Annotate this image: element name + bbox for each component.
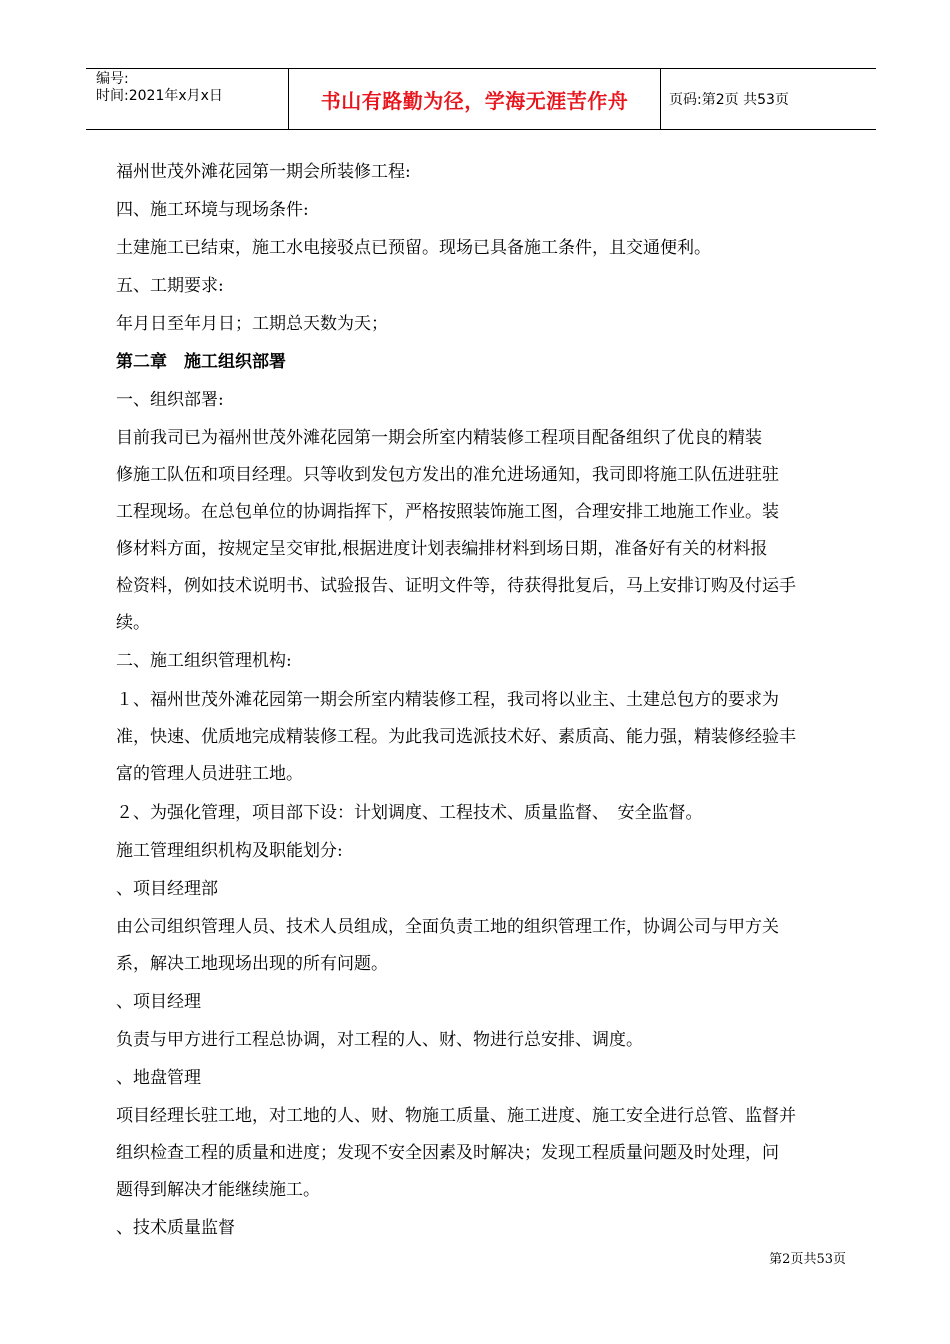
text-line: １、福州世茂外滩花园第一期会所室内精装修工程，我司将以业主、土建总包方的要求为: [116, 690, 779, 710]
page-footer: 第2页共53页: [769, 1252, 846, 1267]
text-line: 组织检查工程的质量和进度；发现不安全因素及时解决；发现工程质量问题及时处理，问: [116, 1143, 779, 1163]
text-line: 负责与甲方进行工程总协调，对工程的人、财、物进行总安排、调度。: [116, 1030, 643, 1050]
text-line: 修施工队伍和项目经理。只等收到发包方发出的准允进场通知，我司即将施工队伍进驻驻: [116, 465, 779, 485]
time-label: 时间:2021年x月x日: [96, 88, 223, 104]
text-line: 续。: [116, 613, 150, 633]
header-motto: 书山有路勤为径，学海无涯苦作舟: [288, 69, 661, 129]
header-meta: [86, 69, 288, 129]
number-label: 编号:: [96, 71, 129, 87]
text-line: 由公司组织管理人员、技术人员组成，全面负责工地的组织管理工作，协调公司与甲方关: [116, 917, 779, 937]
text-line: 福州世茂外滩花园第一期会所装修工程:: [116, 162, 411, 182]
text-line: 检资料，例如技术说明书、试验报告、证明文件等，待获得批复后，马上安排订购及付运手: [116, 576, 796, 596]
text-line: 目前我司已为福州世茂外滩花园第一期会所室内精装修工程项目配备组织了优良的精装: [116, 428, 762, 448]
page-header: [86, 68, 876, 130]
text-line: 土建施工已结束，施工水电接驳点已预留。现场已具备施工条件，且交通便利。: [116, 238, 711, 258]
subsection-heading: 、项目经理: [116, 992, 201, 1012]
subsection-heading: 、项目经理部: [116, 879, 218, 899]
text-line: 准，快速、优质地完成精装修工程。为此我司选派技术好、素质高、能力强，精装修经验丰: [116, 727, 796, 747]
header-page-label: 页码:第2页 共53页: [669, 92, 789, 108]
text-line: 项目经理长驻工地，对工地的人、财、物施工质量、施工进度、施工安全进行总管、监督并: [116, 1106, 796, 1126]
subsection-heading: 、地盘管理: [116, 1068, 201, 1088]
text-line: 富的管理人员进驻工地。: [116, 764, 303, 784]
text-line: ２、为强化管理，项目部下设：计划调度、工程技术、质量监督、 安全监督。: [116, 803, 703, 823]
text-line: 修材料方面，按规定呈交审批,根据进度计划表编排材料到场日期，准备好有关的材料报: [116, 539, 768, 559]
section-heading: 四、施工环境与现场条件:: [116, 200, 309, 220]
text-line: 工程现场。在总包单位的协调指挥下，严格按照装饰施工图，合理安排工地施工作业。装: [116, 502, 779, 522]
section-heading: 一、组织部署:: [116, 390, 224, 410]
subsection-heading: 、技术质量监督: [116, 1218, 235, 1238]
text-line: 系，解决工地现场出现的所有问题。: [116, 954, 388, 974]
text-line: 施工管理组织机构及职能划分:: [116, 841, 343, 861]
text-line: 年月日至年月日；工期总天数为天；: [116, 314, 388, 334]
text-line: 题得到解决才能继续施工。: [116, 1180, 320, 1200]
section-heading: 二、施工组织管理机构:: [116, 651, 292, 671]
chapter-title: 第二章 施工组织部署: [116, 352, 286, 372]
section-heading: 五、工期要求:: [116, 276, 224, 296]
